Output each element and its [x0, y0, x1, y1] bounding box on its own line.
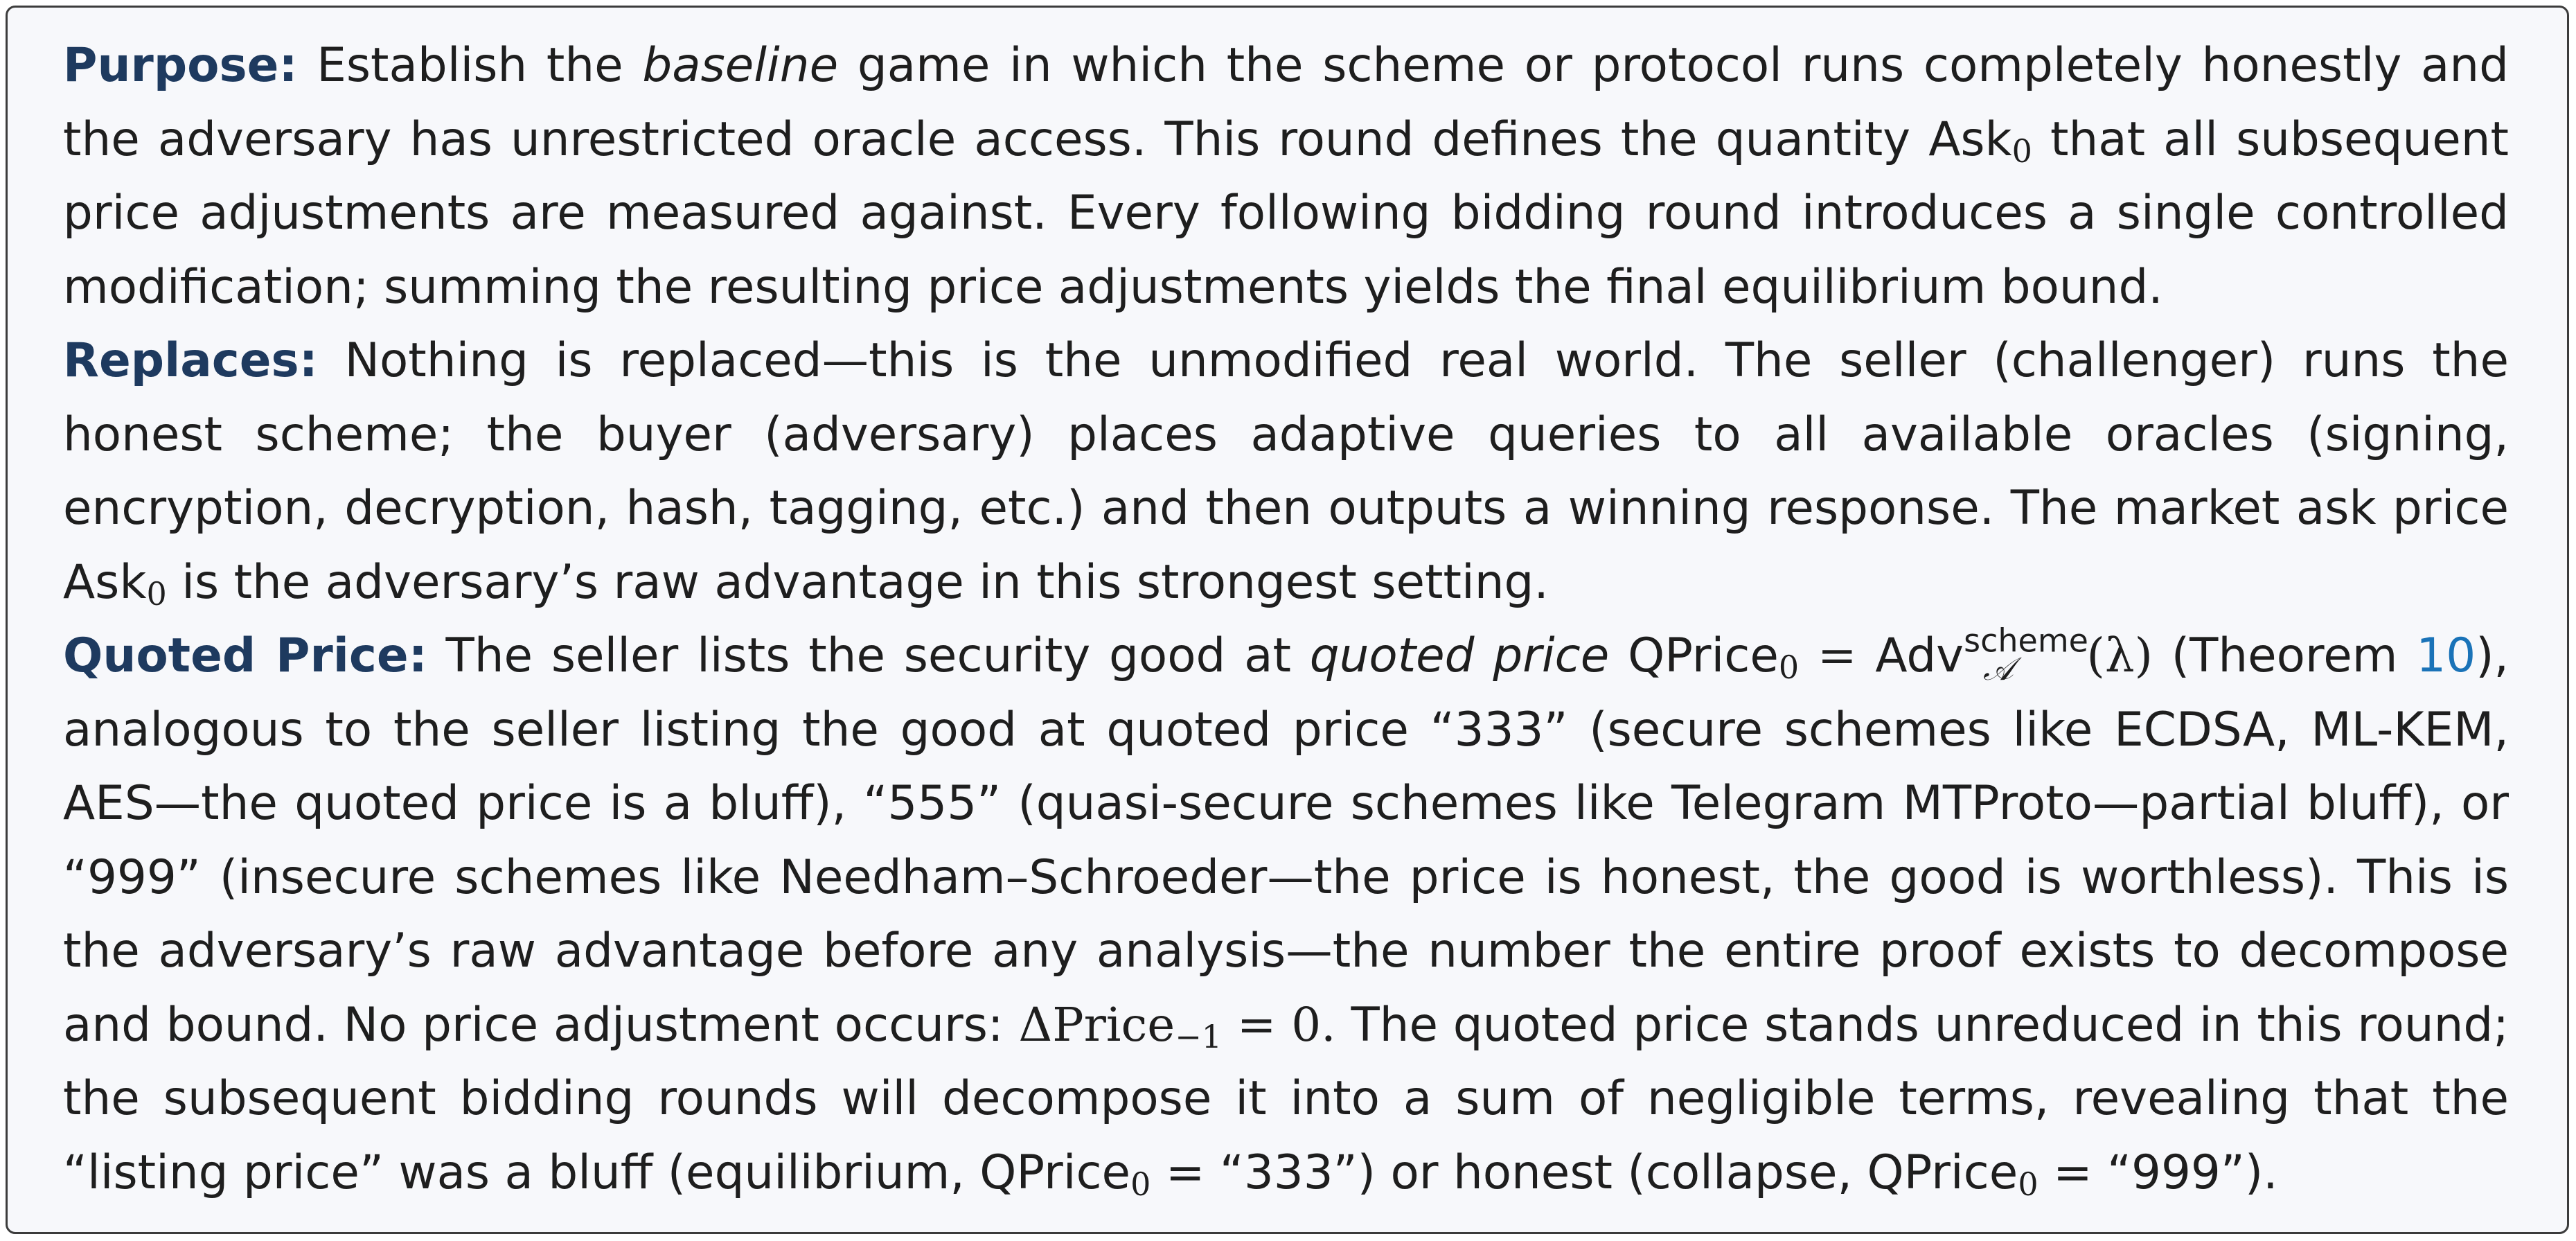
quoted-price-emphasis: quoted price	[1309, 628, 1610, 683]
qprice-formula: QPrice$_0$ = Adv$^{scheme}$𝒜 (λ)	[1628, 622, 2153, 687]
quoted-price-text-2: analogous to the seller listing the good at quoted price “333” (secure schemes like ECDSA, ML-KEM, AES—the quoted price is a bluff), “555” (quasi-secure schemes like Telegram MTProto—partial bluff), or “999” (insecure schemes like Needham–Schroeder—the price is honest, the good is worthless). This is the adversary’s raw advantage before any analysis—the number the entire proof exists to decompose and bound. No price adjustment occurs:	[63, 701, 2509, 1052]
purpose-emphasis-baseline: baseline	[642, 37, 839, 92]
purpose-paragraph	[63, 28, 2509, 324]
quoted-price-text-4: or honest (collapse,	[1390, 1144, 1853, 1199]
ask-symbol: Ask$_0$	[1928, 111, 2032, 170]
replaces-label: Replaces:	[63, 333, 318, 387]
replaces-paragraph	[63, 324, 2509, 619]
replaces-text-2: is the adversary’s raw advantage in this strongest setting.	[181, 554, 1549, 609]
replaces-text-1: Nothing is replaced—this is the unmodified real world. The seller (challenger) runs the honest scheme; the buyer (adversary) places adaptive queries to all available oracles (signing, encryption, decryption, hash, tagging, etc.) and then outputs a winning response. The market ask price	[63, 333, 2509, 535]
ask-symbol: Ask$_0$	[63, 554, 167, 613]
qprice-999-formula: QPrice$_0$ = “999”).	[1867, 1144, 2278, 1203]
purpose-text-1: Establish the	[317, 37, 623, 92]
theorem-close: ),	[2476, 628, 2509, 683]
purpose-label: Purpose:	[63, 37, 298, 92]
delta-price-formula: ΔPrice$_{-1}$ = 0.	[1018, 996, 1336, 1055]
purpose-text-2: game in which the scheme or protocol runs completely honestly and the adversary has unrestricted oracle access. This round defines the quantity	[63, 37, 2509, 166]
theorem-reference-link[interactable]: 10	[2416, 628, 2476, 683]
qprice-333-formula: QPrice$_0$ = “333”)	[979, 1144, 1376, 1203]
quoted-price-text-1: The seller lists the security good at	[445, 628, 1291, 683]
quoted-price-label: Quoted Price:	[63, 628, 427, 683]
quoted-price-text-3: The quoted price stands unreduced in this round; the subsequent bidding rounds will decompose it into a sum of negligible terms, revealing that the “listing price” was a bluff (equilibrium,	[63, 996, 2509, 1199]
purpose-text-3: that all subsequent price adjustments are measured against. Every following bidding round introduces a single controlled modification; summing the resulting price adjustments yields the final equilibrium bound.	[63, 111, 2509, 314]
theorem-open: (Theorem	[2171, 628, 2398, 683]
quoted-price-paragraph	[63, 619, 2509, 1209]
definition-box	[6, 6, 2569, 1234]
